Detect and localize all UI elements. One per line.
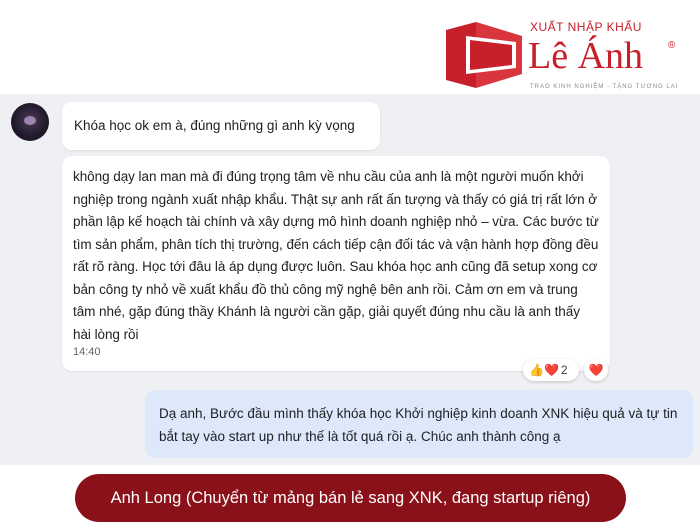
own-reaction[interactable] — [584, 359, 608, 381]
le-anh-logo — [446, 14, 686, 94]
logo-subtitle: XUẤT NHẬP KHẨU — [530, 20, 642, 34]
incoming-message[interactable] — [62, 156, 610, 371]
logo-mark-icon — [446, 22, 522, 88]
message-text: không dạy lan man mà đi đúng trọng tâm về nhu cầu của anh là một người muốn khởi nghiệp trong ngành xuất nhập khẩu. Thật sự anh rất ấn tượng và thấy có giá trị rất lớn ở phần lập kế hoạch tài chính và xây dựng mô hình doanh nghiệp nhỏ – vừa. Các bước từ tìm sản phẩm, phân tích thị trường, đến cách tiếp cận đối tác và vận hành hợp đồng đều rất rõ ràng. Học tới đâu là áp dụng được luôn. Sau khóa học anh cũng đã setup xong cơ bản công ty nhỏ về xuất khẩu đồ thủ công mỹ nghệ bên anh rồi. Cảm ơn em và trung tâm nhé, gặp đúng thầy Khánh là người cần gặp, giải quyết đúng nhu cầu là anh thấy hài lòng rồi — [73, 169, 599, 342]
reaction-summary[interactable] — [523, 359, 579, 381]
message-text: Khóa học ok em à, đúng những gì anh kỳ vọng — [74, 118, 355, 133]
logo-name: Lê Ánh — [528, 35, 644, 77]
logo-registered-mark: ® — [668, 40, 676, 51]
reaction-count: 2 — [560, 363, 568, 377]
avatar[interactable] — [11, 103, 49, 141]
caption-text: Anh Long (Chuyển từ mảng bán lẻ sang XNK, đang startup riêng) — [110, 488, 591, 507]
incoming-message[interactable] — [62, 102, 380, 150]
avatar-image — [24, 116, 36, 125]
testimonial-caption — [75, 474, 626, 522]
heart-icon: ❤️ — [588, 363, 604, 377]
outgoing-message[interactable] — [145, 390, 693, 458]
logo-tagline: TRAO KINH NGHIỆM - TẶNG TƯƠNG LAI — [530, 84, 679, 90]
reaction-icons: 👍❤️ — [529, 363, 559, 377]
message-timestamp: 14:40 — [73, 346, 101, 358]
message-text: Dạ anh, Bước đầu mình thấy khóa học Khởi nghiệp kinh doanh XNK hiệu quả và tự tin bắt tay vào start up như thế là tốt quá rồi ạ. Chúc anh thành công ạ — [159, 406, 678, 444]
header — [0, 0, 700, 94]
